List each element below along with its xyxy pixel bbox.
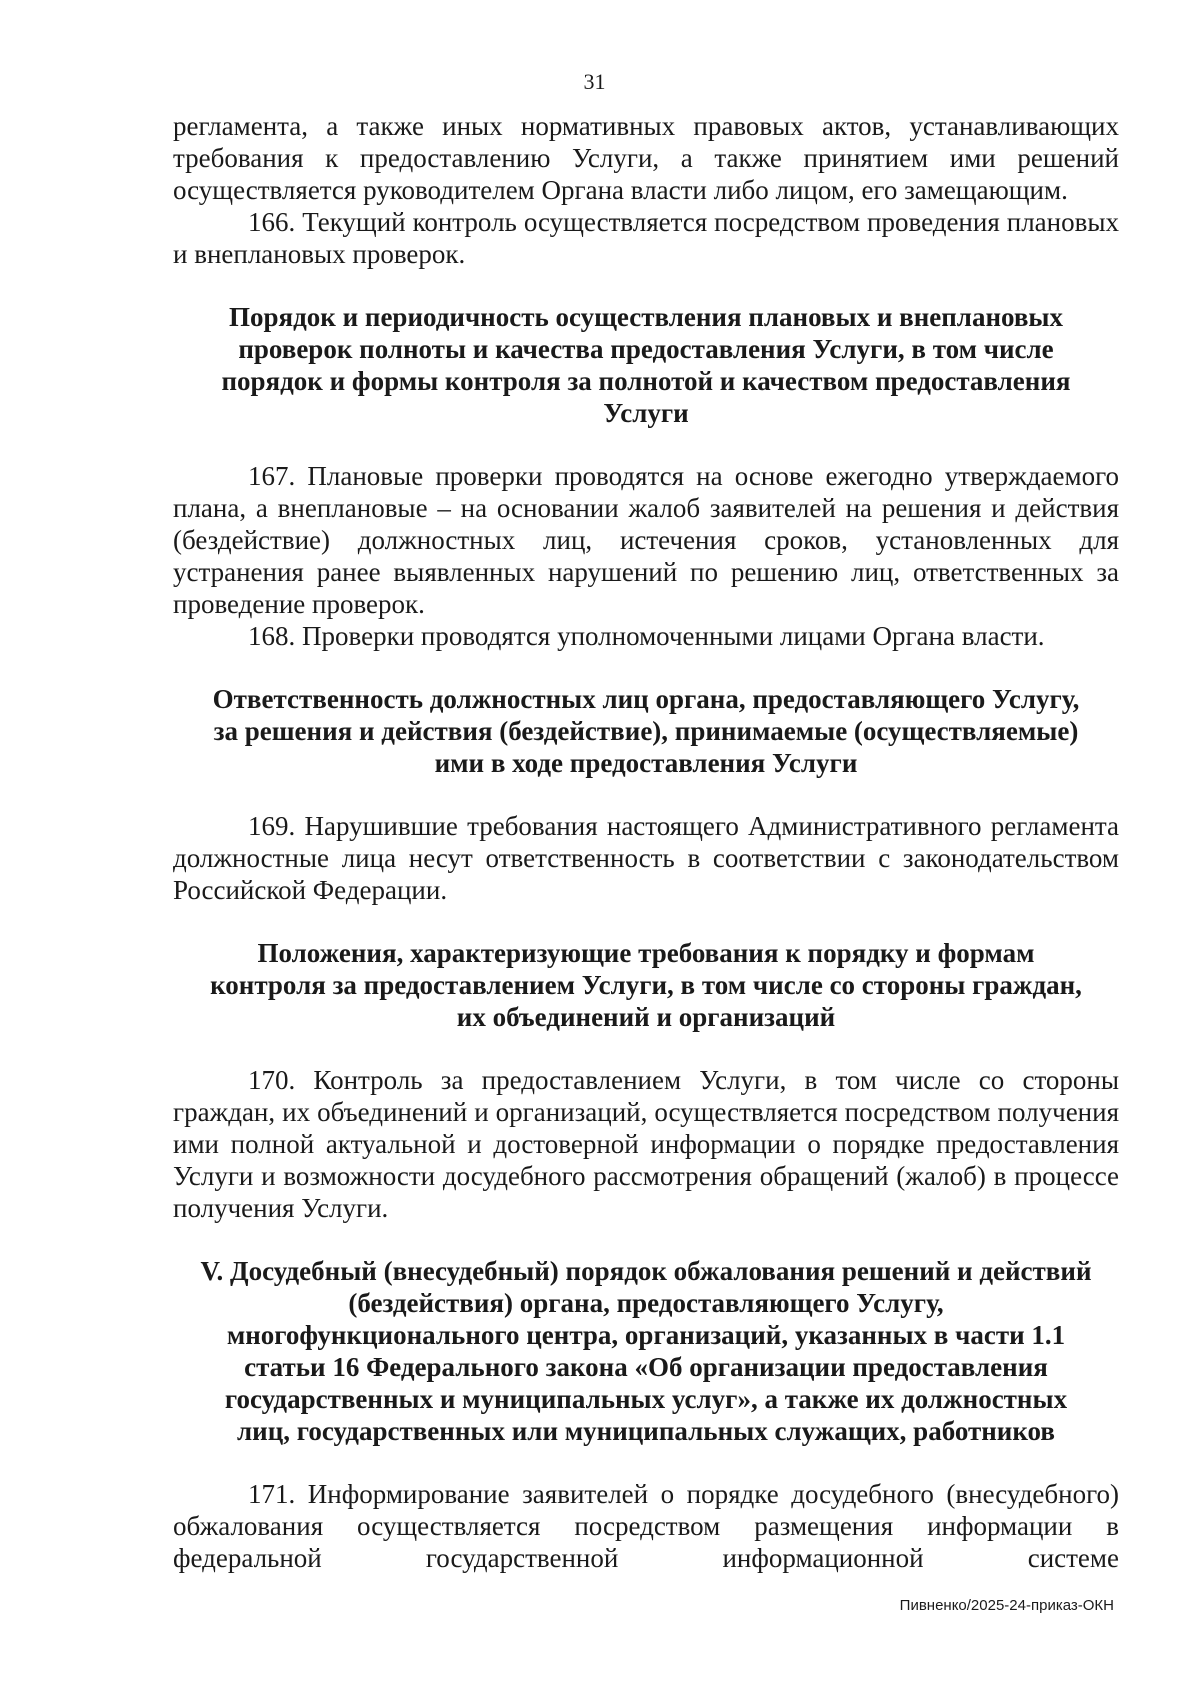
heading-planned-inspections <box>173 301 1119 429</box>
heading-officials-responsibility <box>173 683 1119 779</box>
heading-line: V. Досудебный (внесудебный) порядок обжалования решений и действий <box>200 1256 1092 1286</box>
heading-control-provisions <box>173 937 1119 1033</box>
heading-line: лиц, государственных или муниципальных служащих, работников <box>237 1416 1055 1446</box>
paragraph-170: 170. Контроль за предоставлением Услуги, в том числе со стороны граждан, их объединений и организаций, осуществляется посредством получения ими полной актуальной и достоверной информации о порядке предоставления Услуги и возможности досудебного рассмотрения обращений (жалоб) в процессе получения Услуги. <box>173 1065 1119 1223</box>
document-footer-id: Пивненко/2025-24-приказ-ОКН <box>899 1597 1114 1614</box>
heading-line: статьи 16 Федерального закона «Об организации предоставления <box>244 1352 1048 1382</box>
paragraph-168: 168. Проверки проводятся уполномоченными лицами Органа власти. <box>248 621 1045 651</box>
heading-line: Ответственность должностных лиц органа, предоставляющего Услугу, <box>212 684 1080 714</box>
page-number: 31 <box>583 69 606 94</box>
paragraph-169: 169. Нарушившие требования настоящего Административного регламента должностные лица несут ответственность в соответствии с законодательством Российской Федерации. <box>173 811 1119 905</box>
heading-line: Положения, характеризующие требования к порядку и формам <box>257 938 1035 968</box>
heading-line: проверок полноты и качества предоставления Услуги, в том числе <box>238 334 1054 364</box>
heading-line: ими в ходе предоставления Услуги <box>434 748 858 778</box>
heading-line: государственных и муниципальных услуг», а также их должностных <box>224 1384 1068 1414</box>
paragraph-167: 167. Плановые проверки проводятся на основе ежегодно утверждаемого плана, а внеплановые – на основании жалоб заявителей на решения и действия (бездействие) должностных лиц, истечения сроков, установленных для устранения ранее выявленных нарушений по решению лиц, ответственных за проведение проверок. <box>173 461 1119 619</box>
paragraph-166: 166. Текущий контроль осуществляется посредством проведения плановых и внеплановых проверок. <box>173 207 1119 269</box>
heading-line: за решения и действия (бездействие), принимаемые (осуществляемые) <box>213 716 1079 746</box>
heading-line: порядок и формы контроля за полнотой и качеством предоставления <box>221 366 1071 396</box>
heading-section-v-appeal <box>173 1255 1119 1447</box>
paragraph-171: 171. Информирование заявителей о порядке досудебного (внесудебного) обжалования осуществляется посредством размещения информации в федеральной государственной информационной системе <box>173 1479 1119 1573</box>
heading-line: Услуги <box>603 398 689 428</box>
heading-line: Порядок и периодичность осуществления плановых и внеплановых <box>229 302 1063 332</box>
document-body <box>173 110 1119 1574</box>
heading-line: (бездействия) органа, предоставляющего Услугу, <box>348 1288 944 1318</box>
heading-line: их объединений и организаций <box>456 1002 836 1032</box>
heading-line: многофункционального центра, организаций, указанных в части 1.1 <box>226 1320 1066 1350</box>
heading-line: контроля за предоставлением Услуги, в том числе со стороны граждан, <box>210 970 1082 1000</box>
paragraph-continuation: регламента, а также иных нормативных правовых актов, устанавливающих требования к предоставлению Услуги, а также принятием ими решений осуществляется руководителем Органа власти либо лицом, его замещающим. <box>173 111 1119 205</box>
